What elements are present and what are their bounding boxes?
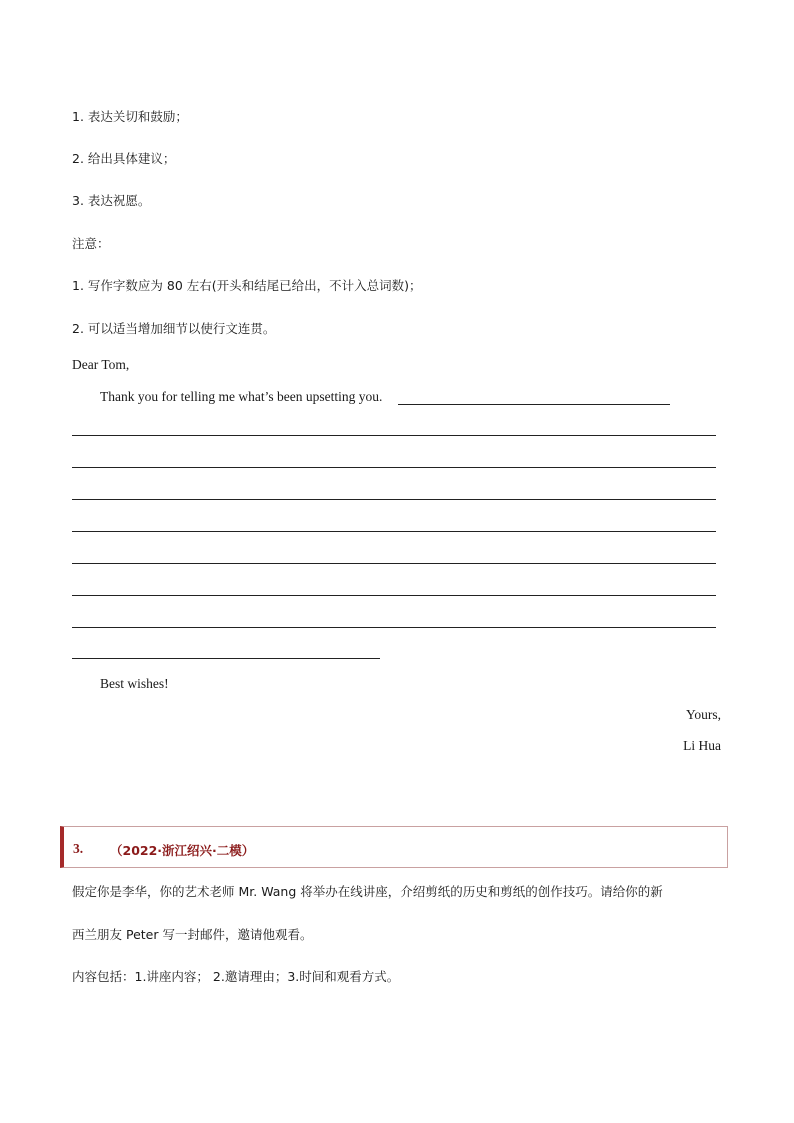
answer-line: [72, 595, 716, 596]
letter-greeting: Dear Tom,: [72, 357, 130, 372]
answer-line: [72, 435, 716, 436]
answer-line-last: [72, 658, 380, 659]
requirement-1: 1. 表达关切和鼓励；: [72, 109, 188, 124]
letter-signature: Li Hua: [683, 738, 721, 753]
answer-line: [72, 563, 716, 564]
question-header: [60, 826, 728, 868]
requirement-3: 3. 表达祝愿。: [72, 193, 151, 208]
note-1: 1. 写作字数应为 80 左右(开头和结尾已给出，不计入总词数)；: [72, 278, 422, 293]
question-number: 3.: [73, 841, 84, 856]
prompt-content: 内容包括：1.讲座内容； 2.邀请理由；3.时间和观看方式。: [72, 969, 400, 984]
note-heading: 注意：: [72, 236, 110, 251]
answer-line: [72, 531, 716, 532]
prompt-line-2: 西兰朋友 Peter 写一封邮件，邀请他观看。: [72, 927, 313, 942]
letter-closing: Best wishes!: [100, 676, 169, 691]
answer-line: [72, 627, 716, 628]
answer-line-first: [398, 404, 670, 405]
prompt-line-1: 假定你是李华，你的艺术老师 Mr. Wang 将举办在线讲座，介绍剪纸的历史和剪纸的创作技巧。请给你的新: [72, 884, 663, 899]
answer-line: [72, 467, 716, 468]
note-2: 2. 可以适当增加细节以使行文连贯。: [72, 321, 276, 336]
letter-opening: Thank you for telling me what’s been upsetting you.: [100, 389, 383, 404]
requirement-2: 2. 给出具体建议；: [72, 151, 176, 166]
question-source: （2022·浙江绍兴·二模）: [110, 843, 255, 858]
letter-signoff: Yours,: [685, 707, 721, 722]
answer-line: [72, 499, 716, 500]
